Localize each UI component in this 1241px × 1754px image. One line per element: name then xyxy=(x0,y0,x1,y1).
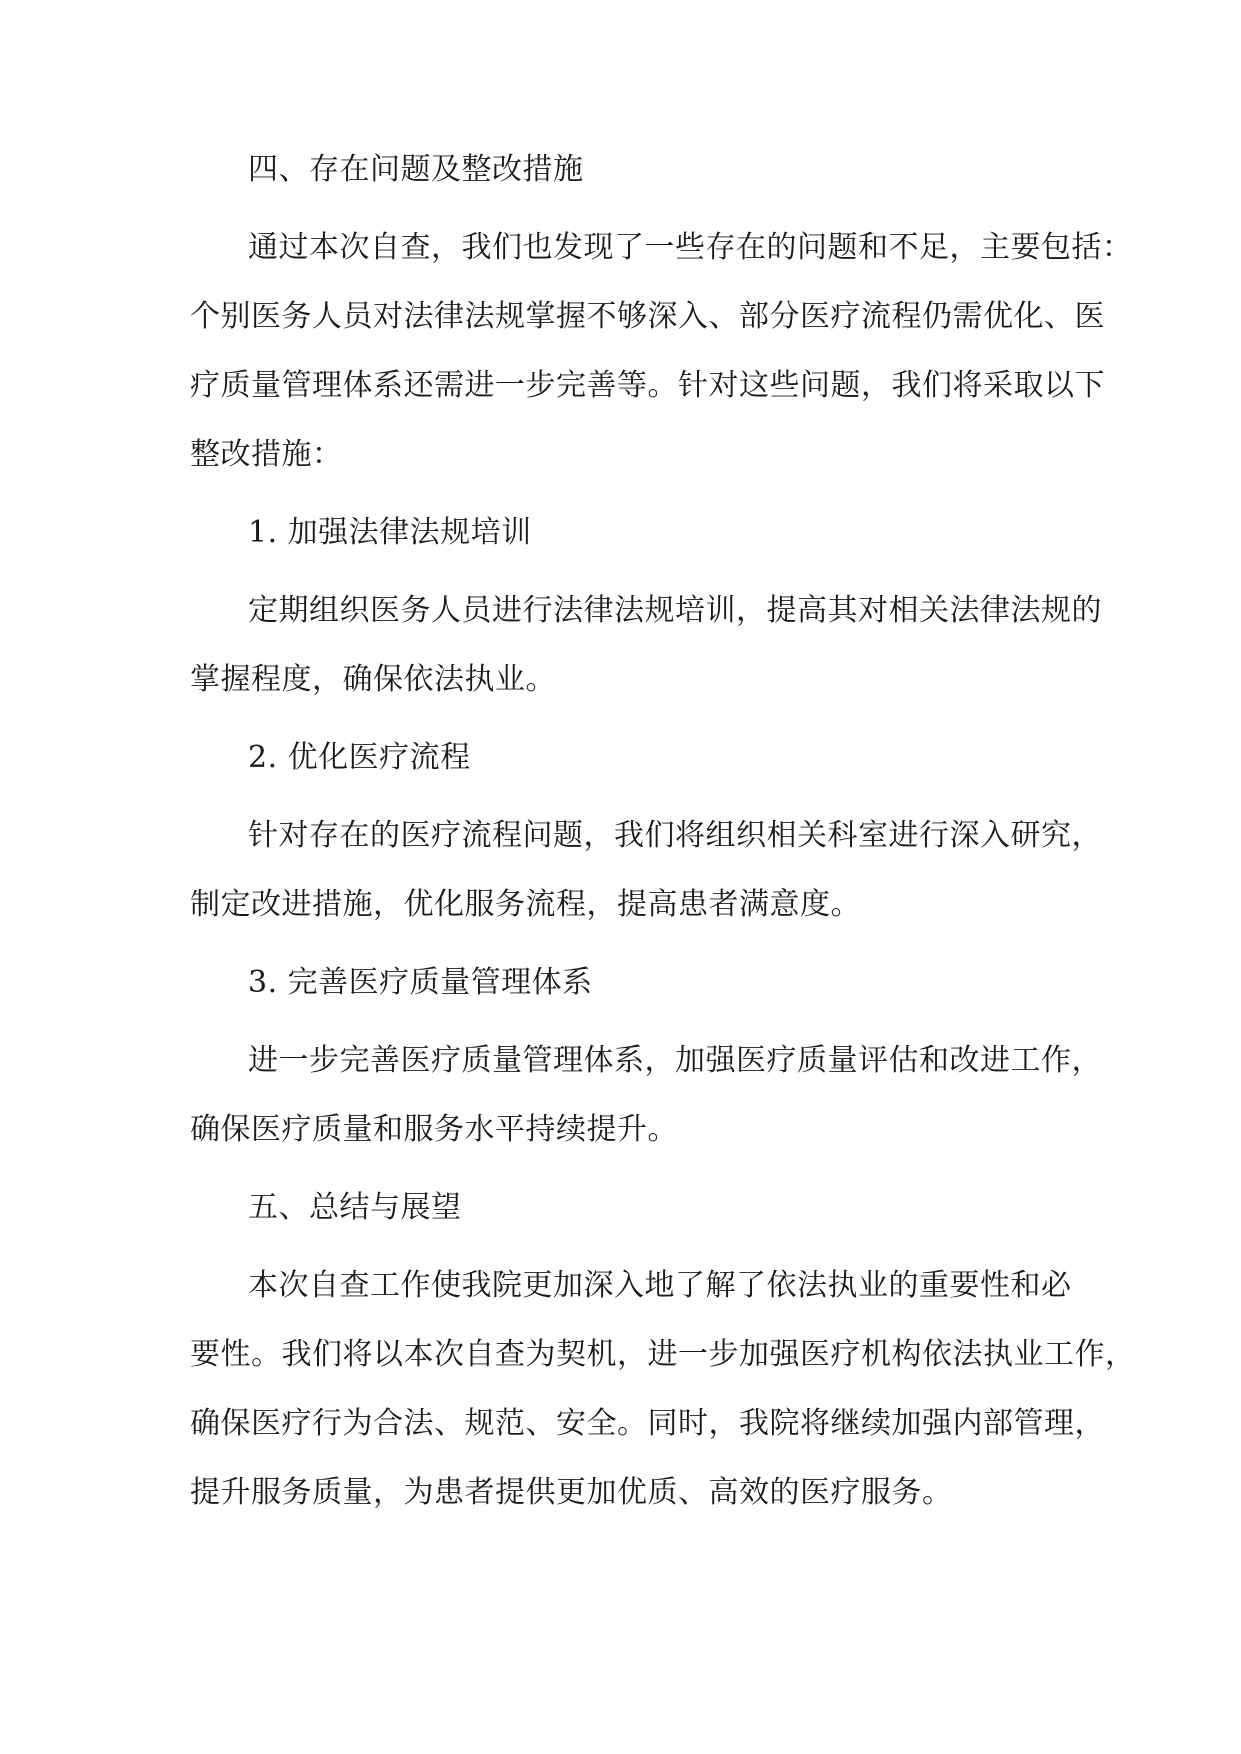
paragraph-line: 要性。我们将以本次自查为契机，进一步加强医疗机构依法执业工作， xyxy=(190,1337,1136,1372)
paragraph-line: 通过本次自查，我们也发现了一些存在的问题和不足，主要包括： xyxy=(248,230,1133,265)
paragraph-line: 针对存在的医疗流程问题，我们将组织相关科室进行深入研究， xyxy=(248,818,1102,853)
paragraph-line: 提升服务质量，为患者提供更加优质、高效的医疗服务。 xyxy=(190,1475,953,1510)
list-item-title-2: 2. 优化医疗流程 xyxy=(248,740,471,775)
section-heading-4: 四、存在问题及整改措施 xyxy=(248,152,584,187)
paragraph-line: 确保医疗行为合法、规范、安全。同时，我院将继续加强内部管理， xyxy=(190,1406,1105,1441)
paragraph-line: 制定改进措施，优化服务流程，提高患者满意度。 xyxy=(190,887,861,922)
section-heading-5: 五、总结与展望 xyxy=(248,1190,462,1225)
list-item-title-1: 1. 加强法律法规培训 xyxy=(248,515,532,550)
paragraph-line: 进一步完善医疗质量管理体系，加强医疗质量评估和改进工作， xyxy=(248,1043,1102,1078)
list-item-title-3: 3. 完善医疗质量管理体系 xyxy=(248,965,593,1000)
paragraph-line: 确保医疗质量和服务水平持续提升。 xyxy=(190,1112,678,1147)
paragraph-line: 整改措施： xyxy=(190,437,343,472)
paragraph-line: 掌握程度，确保依法执业。 xyxy=(190,662,556,697)
paragraph-line: 疗质量管理体系还需进一步完善等。针对这些问题，我们将采取以下 xyxy=(190,368,1105,403)
paragraph-line: 本次自查工作使我院更加深入地了解了依法执业的重要性和必 xyxy=(248,1268,1072,1303)
paragraph-line: 定期组织医务人员进行法律法规培训，提高其对相关法律法规的 xyxy=(248,593,1102,628)
paragraph-line: 个别医务人员对法律法规掌握不够深入、部分医疗流程仍需优化、医 xyxy=(190,299,1105,334)
